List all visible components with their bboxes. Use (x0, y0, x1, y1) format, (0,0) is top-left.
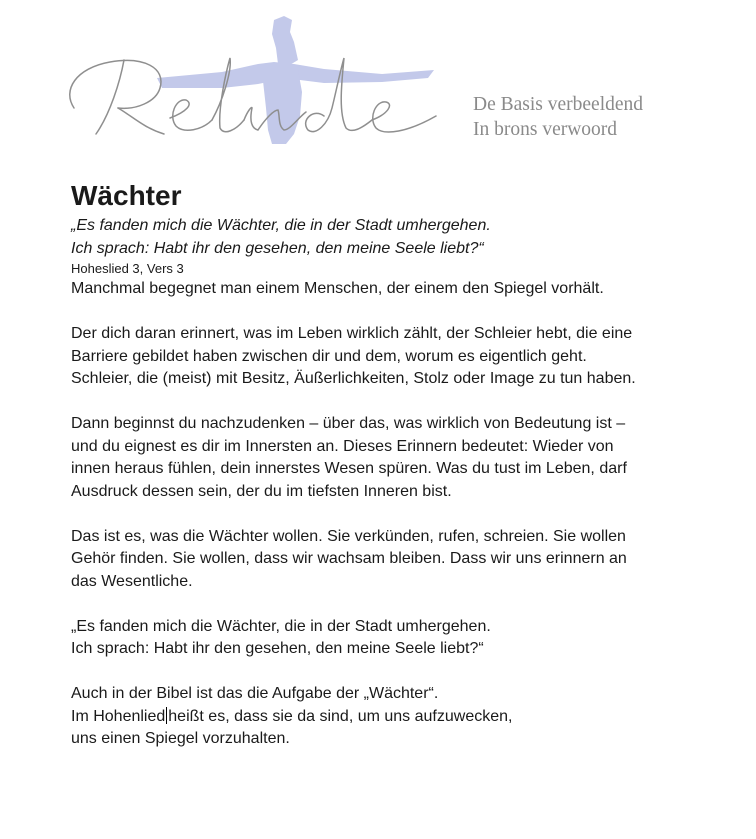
document-body (71, 178, 701, 751)
paragraph-3-line-4: Ausdruck dessen sein, der du im tiefsten Inneren bist. (71, 482, 452, 500)
paragraph-5-line-1: „Es fanden mich die Wächter, die in der Stadt umhergehen. (71, 617, 491, 635)
relinde-logo (62, 12, 462, 152)
relinde-logo-graphic (62, 12, 462, 152)
paragraph-1: Manchmal begegnet man einem Menschen, der einem den Spiegel vorhält. (71, 280, 604, 297)
paragraph-4-line-2: Gehör finden. Sie wollen, dass wir wachsam bleiben. Dass wir uns erinnern an (71, 550, 627, 567)
logo-text: Relinde (62, 12, 66, 13)
tagline (473, 92, 643, 142)
paragraph-2-line-1: Der dich daran erinnert, was im Leben wirklich zählt, der Schleier hebt, die eine (71, 325, 633, 342)
paragraph-3-line-3: innen heraus fühlen, dein innerstes Wesen spüren. Was du tust im Leben, darf (71, 460, 627, 477)
paragraph-3-line-2: und du eignest es dir im Innersten an. Dieses Erinnern bedeutet: Wieder von (71, 437, 614, 455)
epigraph-line-1: „Es fanden mich die Wächter, die in der Stadt umhergehen. (71, 217, 491, 234)
paragraph-3-line-1: Dann beginnst du nachzudenken – über das, was wirklich von Bedeutung ist – (71, 415, 626, 432)
tagline-line-2: In brons verwoord (473, 119, 618, 140)
paragraph-4-line-3: das Wesentliche. (71, 572, 193, 590)
paragraph-4-line-1: Das ist es, was die Wächter wollen. Sie verkünden, rufen, schreien. Sie wollen (71, 527, 626, 545)
epigraph-line-2: Ich sprach: Habt ihr den gesehen, den meine Seele liebt?“ (71, 240, 484, 257)
paragraph-6-line-2[interactable] (71, 706, 701, 729)
paragraph-6-line-1: Auch in der Bibel ist das die Aufgabe der „Wächter“. (71, 685, 439, 702)
epigraph-source: Hoheslied 3, Vers 3 (71, 261, 184, 276)
page-title: Wächter (71, 180, 182, 211)
paragraph-6-line-3: uns einen Spiegel vorzuhalten. (71, 730, 290, 747)
paragraph-6-line-2-end: heißt es, dass sie da sind, um uns aufzuwecken, (168, 707, 513, 725)
paragraph-6-line-2-start: Im Hohenlied (71, 707, 166, 725)
tagline-line-1: De Basis verbeeldend (473, 94, 644, 115)
paragraph-2-line-2: Barriere gebildet haben zwischen dir und dem, worum es eigentlich geht. (71, 347, 587, 365)
paragraph-5-line-2: Ich sprach: Habt ihr den gesehen, den meine Seele liebt?“ (71, 640, 484, 657)
paragraph-2-line-3: Schleier, die (meist) mit Besitz, Äußerlichkeiten, Stolz oder Image zu tun haben. (71, 370, 636, 387)
figure-silhouette (157, 16, 434, 144)
